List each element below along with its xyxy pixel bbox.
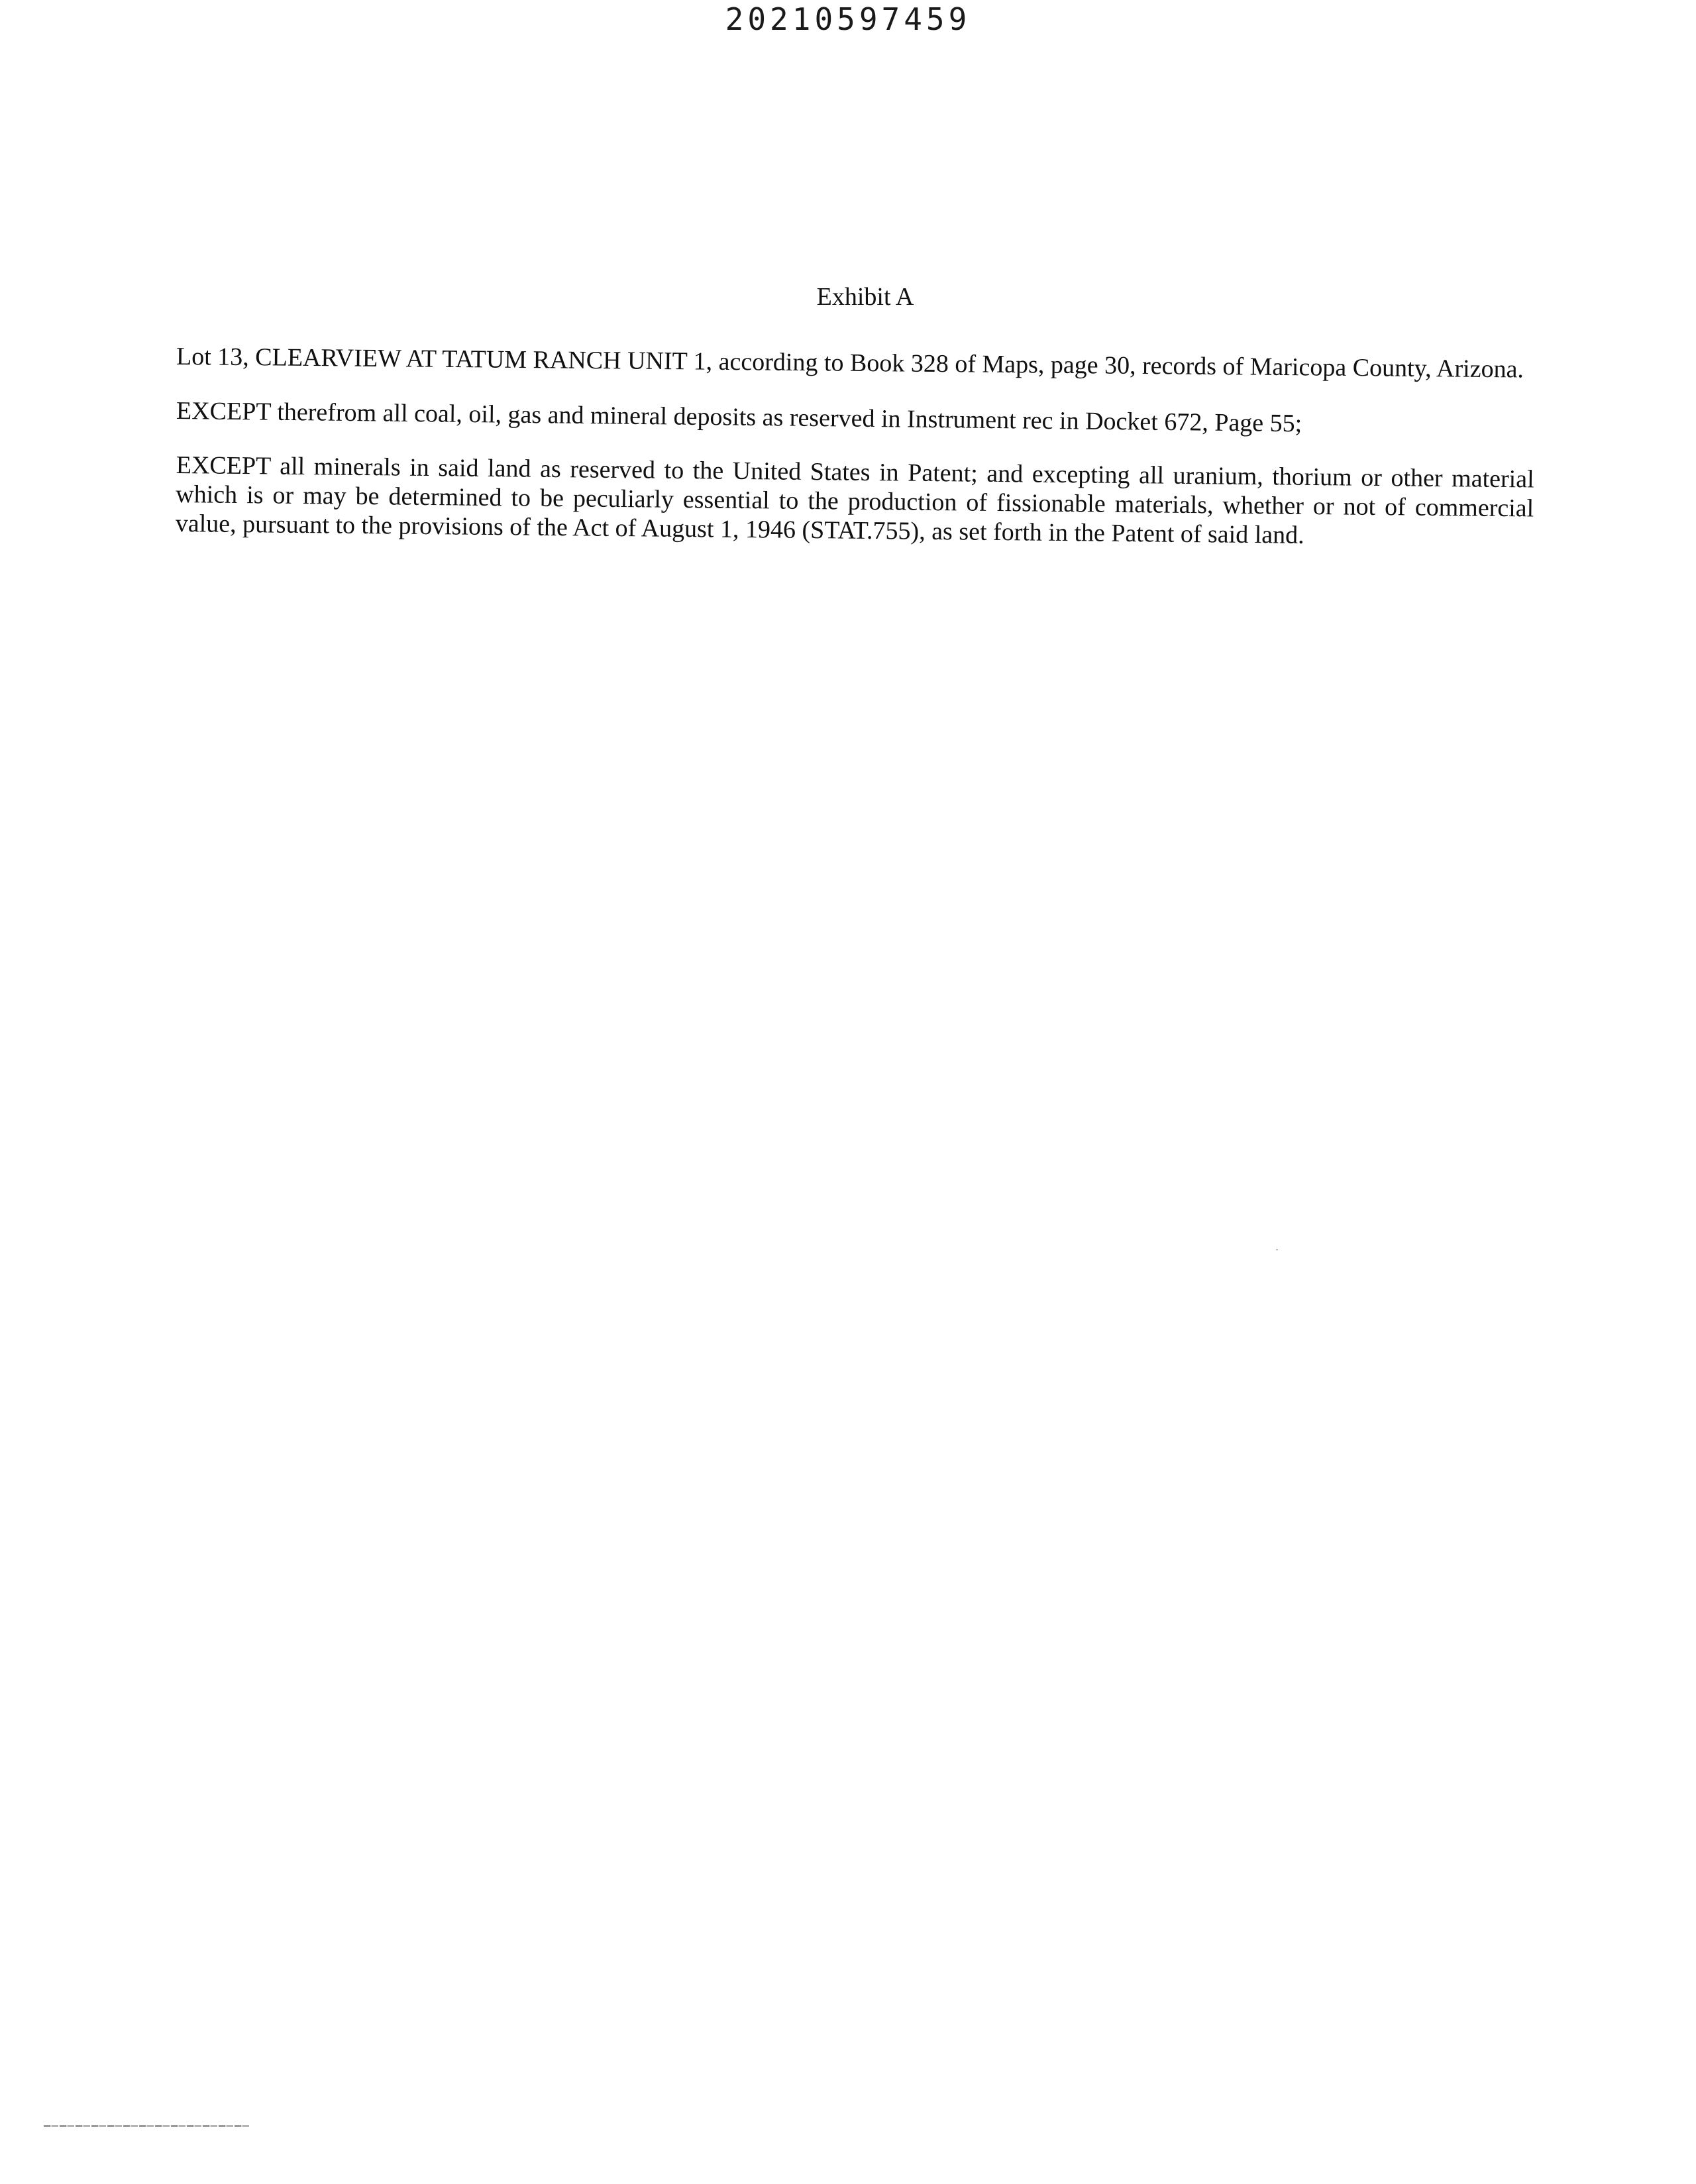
patent-exception-paragraph: EXCEPT all minerals in said land as reserved to the United States in Patent; and excepting all uranium, thorium or other material which is or may be determined to be peculiarly essential to the production of fissionable materials, whether or not of commercial value, pursuant to the provisions of the Act of August 1, 1946 (STAT.755), as set forth in the Patent of said land. — [175, 451, 1534, 549]
mineral-exception-paragraph: EXCEPT therefrom all coal, oil, gas and mineral deposits as reserved in Instrument rec in Docket 672, Page 55; — [176, 397, 1302, 438]
legal-description-paragraph: Lot 13, CLEARVIEW AT TATUM RANCH UNIT 1, according to Book 328 of Maps, page 30, records of Maricopa County, Arizona. — [176, 343, 1524, 384]
exhibit-content — [176, 282, 1534, 563]
document-number: 20210597459 — [725, 1, 971, 37]
scan-speck — [1276, 1249, 1278, 1250]
footer-scan-mark — [44, 2125, 249, 2127]
exhibit-title: Exhibit A — [816, 283, 914, 311]
